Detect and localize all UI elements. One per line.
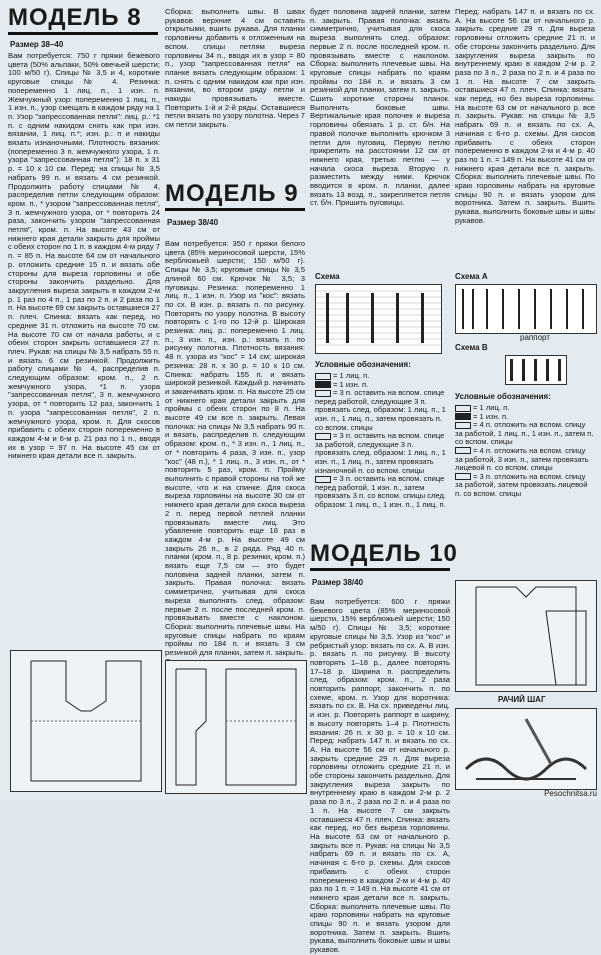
legend-item: = 1 лиц. п. [315, 372, 450, 381]
legend-item: = 1 изн. п. [455, 413, 595, 422]
legend-item: = 4 п. отложить на вспом. спицу за работой, 3 изн. п., затем провязать лицевой п. со вспом. спицы [455, 445, 589, 473]
rapport-label: раппорт [520, 333, 550, 342]
model9-title: МОДЕЛЬ 9 [165, 180, 299, 207]
legend-item: = 3 п. оставить на вспом. спице перед работой, следующие 3 п. провязать след. образом: 1 лиц. п., 1 изн. п., 1 лиц. п., затем провязать п. со вспом. спицы [315, 388, 446, 432]
model9-text: Вам потребуется: 350 г пряжи белого цвета (85% мериносовой шерсти, 15% верблюжьей шерсти; 150 м/50 г). Спицы № 3,5; круговые спицы № 3,5 длиной 60 см. Крючок № 3,5; 3 пуговицы. Резинка: попеременно 1 лиц. п., 1 изн. п. Узор из "кос": вязать по сх. В изн. р. вязать п. по рисунку. Повторять по узору полотна. В высоту повторять с 1-го по 12-й р. Широкая резинка: лиц. р.: попеременно 1 лиц. п., 3 изн. п., изн. р.: вязать п. по рисунку полотна. Плотность вязания: 48 п. узора из "кос" = 14 см; широкая резинка: 28 п. x 30 р. = 10 x 10 см. Спинка: набрать 155 п. и вязать широкой резинкой. Каждый р. начинать и заканчивать кром. п. На высоте 25 см от нижнего края детали закрыть для проймы с обеих сторон по 8 п. На высоте 49 см все п. закрыть. Левая полочка: на спицы № 3,5 набрать 90 п. и вязать, распределив п. следующим образом: кром. п., * 3 изн. п., 1 лиц. п., от * повторить 4 раза, 3 изн. п., узор "кос" (48 п.), * 1 лиц. п., 3 изн. п., от * повторить 5 раз, кром. п. Пройму выполнить с правой стороны на той же высоте, что и на спинке. Для скоса выреза горловины на высоте 30 см от нижнего края детали для скоса выреза 2 п. перед первой петлей планки провязывать вместе лиц. Это убавление повторить еще 18 раз в каждом 4-м р. На высоте 49 см закрыть 26 п., в 2 ряда. Ряд 40 п. планки (кром. п., 8 р. резинки, кром. п.) вязать еще 7,5 см — это будет половина задней планки, затем п. закрыть. Правая полочка: вязать симметрично, учитывая для скоса выреза выполнять след. образом: первые 2 п. после последней кром. п. провязывать вместе с наклоном. Сборка: выполнить плечевые швы. На круговые спицы набрать по краям проймы по 184 п. и вязать 3 см резинкой для планки, затем п. закрыть. [165, 239, 305, 658]
cable-purl-symbol-icon [315, 476, 331, 483]
model10-title-rule [310, 568, 450, 571]
model9-size: Размер 38/40 [167, 218, 219, 227]
cable-3-back-symbol-icon [455, 473, 471, 480]
legend-item: = 1 изн. п. [315, 381, 450, 390]
model8-title-rule [8, 32, 158, 35]
model9-chart-grid [315, 284, 442, 354]
schema-a-grid [455, 284, 597, 334]
model9-legend-title: Условные обозначения: [315, 360, 411, 369]
cable-4-back-symbol-icon [455, 422, 471, 429]
crab-step-label: РАЧИЙ ШАГ [498, 695, 546, 704]
model10-text: Вам потребуется: 600 г пряжи бежевого цвета (85% мериносовой шерсти, 15% верблюжьей шерсти; 150 м/50 г). Спицы № 3,5; короткие круговые спицы № 3,5. Узор из "кос" и ребристый узор: вязать по сх. А. В изн. р. вязать п. по рисунку. В высоту повторять 1–18 р., далее повторять 17–18 р. Ширина п. распределить след. образом: кром. п., 2 раза повторить раппорт, закончить п. по схеме, кром. п. Узор для воротника: вязать по сх. В. На сх. приведены лиц. и изн. р. Повторять раппорт в ширину, в высоту повторять 1–4 р. Плотность вязания: 26 п. x 30 р. = 10 x 10 см. Перед: набрать 147 п. и вязать по сх. А. На высоте 56 см от начального р. закрыть средние 29 п. Для выреза горловины отложить средние 21 п. и обе стороны закончить раздельно. Для закругления выреза закрыть по внутреннему краю в каждом 2-м р. 2 раза по 3 п., 2 раза по 2 п. и 4 раза по 1 п. На высоте 7 см закрыть оставшиеся 47 п. плеч. Спинка: вязать как перед, но без выреза горловины. На высоте 63 см от начального р. закрыть все п. Рукав: на спицы № 3,5 набрать 69 п. и вязать по сх. А, начиная с 6-го р. схемы. Для скосов прибавить с обеих сторон попеременно в каждом 2-м и 4-м р. 40 раз по 1 п. = 149 п. На высоте 41 см от нижнего края детали все п. закрыть. Сборка: выполнить плечевые швы. По краю горловины набрать на круговые спицы 90 п. и вязать узором для воротника. Затем п. закрыть. Вшить рукава, выполнить боковые швы и швы рукавов. [310, 597, 450, 955]
legend-item: = 1 лиц. п. [455, 404, 595, 413]
legend-item: = 4 п. отложить на вспом. спицу за работой, 1 лиц. п., 1 изн. п., затем п. со вспом. спицы [455, 420, 594, 447]
schema-b-label: Схема В [455, 343, 488, 352]
model8-text: Вам потребуется: 750 г пряжи бежевого цвета (50% альпаки, 50% овечьей шерсти; 100 м/50 г). Спицы № 3,5 и 4, короткие круговые спицы № 4. Резинка: попеременно 1 лиц. п., 1 изн. п. Жемчужный узор: попеременно 1 лиц. п., 1 изн. п., узор смещать в каждом ряду на 1 п. Узор "запрессованная петля": лиц. р.: *1 п. с одним накидом снять как при изн. вязании, 1 лиц. п.*; изн. р.: п и накиды вязать изнаночными. Плотность вязания: (попеременно 3 п. жемчужного узора, 1 п. узора "запрессованная петля"): 18 п. x 31 р. = 10 x 10 см. Перед: на спицы № 3,5 набрать 99 п. и вязать 4 см резинкой. Продолжить работу спицами № 4, распределив петли следующим образом: кром. п., * узором "запрессованная петля", 3 п. жемчужного узора, от * повторить 24 раза, закончить узором "запрессованная петля", кром. п. На высоте 43 см от нижнего края детали закрыть для проймы с обеих сторон по 1 п. в каждом 4-м ряду 7 п. = 85 п. На высоте 64 см от начального р. отложить средние 15 п. и вязать обе стороны для выреза горловины и обе стороны закончить раздельно. Для закругления выреза закрыть в каждом 2-м р. 1 раз по 4 п., 1 раз по 2 п. и 2 раза по 1 п. На высоте 69 см закрыть оставшиеся 27 п. плеч. Спинка: вязать как перед, но средние 31 п. отложить на высоте 70 см. На высоте 70 см от начала работы, и с обеих сторон закрыть оставшиеся 27 п. плеч. Рукав: на спицы № 3,5 набрать 55 п. и вязать 6 см резинкой. Продолжить работу спицами № 4, распределив п. следующим образом: кром. п., 2 п. жемчужного узора, *1 п. узора "запрессованная петля", 3 п. жемчужного узора, от * повторить 12 раз, закончить 1 п. узора "запрессованная петля", 2 п. жемчужного узора, кром. п. Для скосов прибавить с обеих сторон попеременно в каждом 4-м и 6-м р. 21 раз по 1 п., вводя их в узор = 97 п. На высоте 45 см от нижнего края детали все п. закрыть. [8, 51, 161, 461]
model8-pattern-diagram [10, 650, 162, 792]
cable-4-purl-symbol-icon [455, 447, 471, 454]
cable-back-symbol-icon [315, 433, 331, 440]
schema-a-label: Схема А [455, 272, 488, 281]
legend-item: = 3 п. оставить на вспом. спице перед работой, 1 изн. п., затем провязать 3 п. со вспом. спицы след. образом: 1 лиц. п., 1 изн. п., 1 лиц. п. [315, 474, 446, 509]
legend-item: = 3 п. отложить на вспом. спицу за работой, затем провязать лицевой п. со вспом. спицы [455, 471, 588, 498]
model9-title-rule [165, 208, 305, 211]
model10-pattern-diagram [455, 580, 597, 692]
purl-symbol-icon [315, 381, 331, 388]
knit-symbol-icon [315, 373, 331, 380]
schema-b-grid [505, 355, 567, 385]
purl-symbol-icon [455, 413, 471, 420]
model10-legend-title: Условные обозначения: [455, 392, 551, 401]
schema-label: Схема [315, 272, 340, 281]
model8-size: Размер 38–40 [10, 40, 64, 49]
model10-legend [455, 404, 595, 499]
model8-title: МОДЕЛЬ 8 [8, 4, 142, 31]
model9-pattern-diagram [165, 660, 307, 794]
legend-item: = 3 п. оставить на вспом. спице за работой, следующие 3 п. провязать след. образом: 1 лиц. п., 1 изн. п., 1 лиц. п., затем провязать изнаночной п. со вспом. спицы [315, 431, 446, 475]
model10-size: Размер 38/40 [312, 578, 364, 587]
knit-symbol-icon [455, 405, 471, 412]
model9-legend [315, 372, 450, 510]
crab-step-illustration [455, 708, 597, 790]
cable-front-symbol-icon [315, 390, 331, 397]
watermark: Pesochnitsa.ru [544, 789, 597, 798]
model9-assembly-text-top: Сборка: выполнить швы. В швах рукавов верхние 4 см оставить открытыми, вшить рукава. Для планки горловины добавить к отложенным на вспом. спицы петлям выреза горловины 34 п., вводя их в узор = 80 п., узор "запрессованная петля" на планке вязать следующим образом: 1 п. снять с одним накидом как при изн. вязании, во втором ряду петли и накиды провязывать вместе. Повторить 1-й и 2-й ряды. Оставшиеся петли вязать по узору полотна. Через 7 см петли закрыть. [165, 7, 305, 130]
model9-text-cont: будет половина задней планки, затем п. закрыть. Правая полочка: вязать симметрично, учитывая для скоса выреза выполнять след. образом: первые 2 п. после последней кром. п. провязывать вместе с наклоном. Сборка: выполнить плечевые швы. На круговые спицы набрать по краям проймы по 184 п. и вязать 3 см резинкой для планки, затем п. закрыть. Сшить короткие стороны планок. Выполнить боковые швы. Вертикальные края полочек и выреза горловины обвязать 1 р. ст. б/н. На правой полочке выполнить крючком 3 петли для пуговиц. Первую петлю прикрепить на расстоянии 12 см от нижнего края, третью петлю — у начала скоса выреза. Вторую п. разместить между ними. Крючок вводится в кром. п. планки, далее вязать 13 возд. п., закрепляется петля ст. б/н. Пришить пуговицы. [310, 7, 450, 208]
model10-text-cont: Перед: набрать 147 п. и вязать по сх. А. На высоте 56 см от начального р. закрыть средние 29 п. Для выреза горловины отложить средние 21 п. и обе стороны закончить раздельно. Для закругления выреза закрыть по внутреннему краю в каждом 2-м р. 2 раза по 3 п., 2 раза по 2 п. и 4 раза по 1 п. На высоте 7 см закрыть оставшиеся 47 п. плеч. Спинка: вязать как перед, но без выреза горловины. На высоте 63 см от начального р. все п. закрыть. Рукав: на спицы № 3,5 набрать 69 п. и вязать по сх. А, начиная с 6-го р. схемы. Для скосов прибавить с обеих сторон попеременно в каждом 2-м и 4-м р. 40 раз по 1 п. = 149 п. На высоте 41 см от нижнего края детали все п. закрыть. Сборка: выполнить плечевые швы. По краю горловины набрать на круговые спицы 90 п. и вязать узором для воротника. Затем п. закрыть. Вшить рукава, выполнить боковые швы и швы рукавов. [455, 7, 595, 225]
model10-title: МОДЕЛЬ 10 [310, 540, 458, 567]
